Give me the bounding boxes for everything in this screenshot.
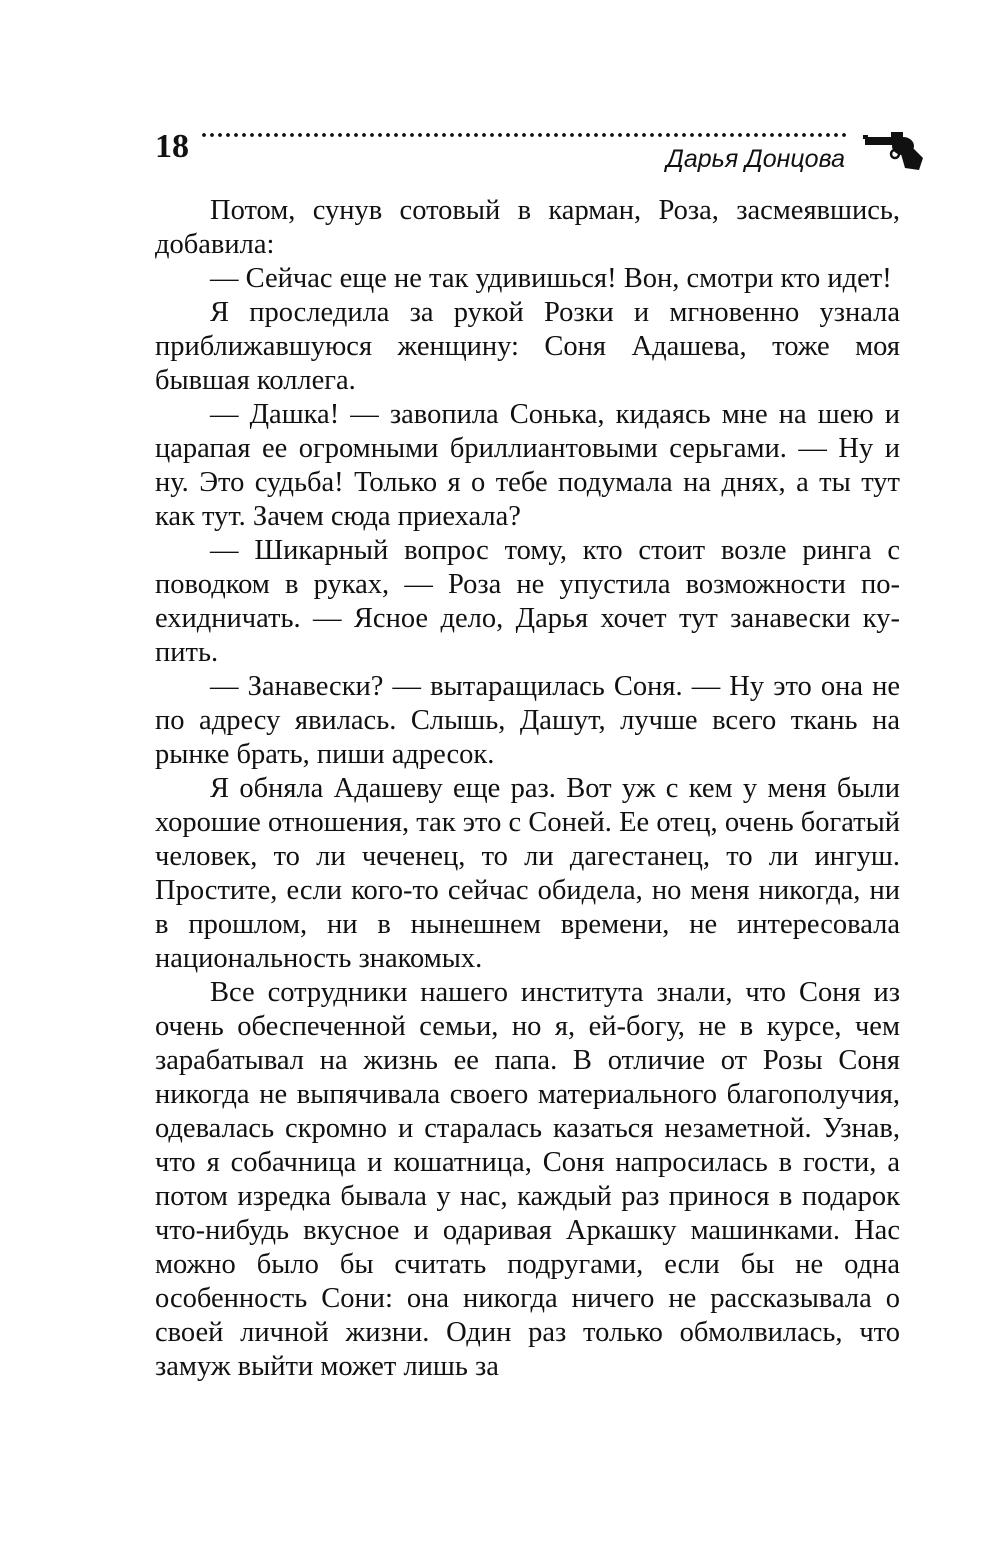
paragraph: — Дашка! — завопила Сонька, кидаясь мне на шею и царапая ее огромными бриллиантовыми серьгами. — Ну и ну. Это судьба! Только я о тебе подумала на днях, а ты тут как тут. Зачем сюда приехала?: [155, 399, 900, 532]
paragraph: — Сейчас еще не так удивишься! Вон, смотри кто идет!: [210, 263, 892, 294]
page-body: [155, 194, 900, 1384]
page-header: [155, 118, 927, 178]
paragraph: Потом, сунув сотовый в карман, Роза, засмеявшись, добавила:: [155, 195, 900, 260]
paragraph: — Шикарный вопрос тому, кто стоит возле ринга с поводком в руках, — Роза не упустила возможности поехидничать. — Ясное дело, Дарья хочет тут занавески купить.: [155, 535, 900, 668]
paragraph: Я обняла Адашеву еще раз. Вот уж с кем у меня были хорошие отношения, так это с Соней. Ее отец, очень богатый человек, то ли чеченец, то ли дагестанец, то ли ингуш. Простите, если кого-то сейчас обидела, но меня никогда, ни в прошлом, ни в нынешнем времени, не интересовала национальность знакомых.: [155, 773, 900, 974]
paragraph: Я проследила за рукой Розки и мгновенно узнала приближавшуюся женщину: Соня Адашева, тоже моя бывшая коллега.: [155, 297, 900, 396]
paragraph: Все сотрудники нашего института знали, что Соня из очень обеспеченной семьи, но я, ей-богу, не в курсе, чем зарабатывал на жизнь ее папа. В отличие от Розы Соня никогда не выпячивала своего материального благополучия, одевалась скромно и старалась казаться незаметной. Узнав, что я собачница и кошатница, Соня напросилась в гости, а потом изредка бывала у нас, каждый раз принося в подарок что-нибудь вкусное и одаривая Аркашку машинками. Нас можно было бы считать подругами, если бы не одна особенность Сони: она никогда ничего не рассказывала о своей личной жизни. Один раз только обмолвилась, что замуж выйти может лишь за: [155, 977, 900, 1382]
dot-leader: [200, 132, 848, 138]
author-name: Дарья Донцова: [666, 145, 845, 173]
revolver-icon: [863, 128, 927, 172]
paragraph: — Занавески? — вытаращилась Соня. — Ну это она не по адресу явилась. Слышь, Дашут, лучше всего ткань на рынке брать, пиши адресок.: [155, 671, 900, 770]
page-number: 18: [155, 128, 189, 165]
